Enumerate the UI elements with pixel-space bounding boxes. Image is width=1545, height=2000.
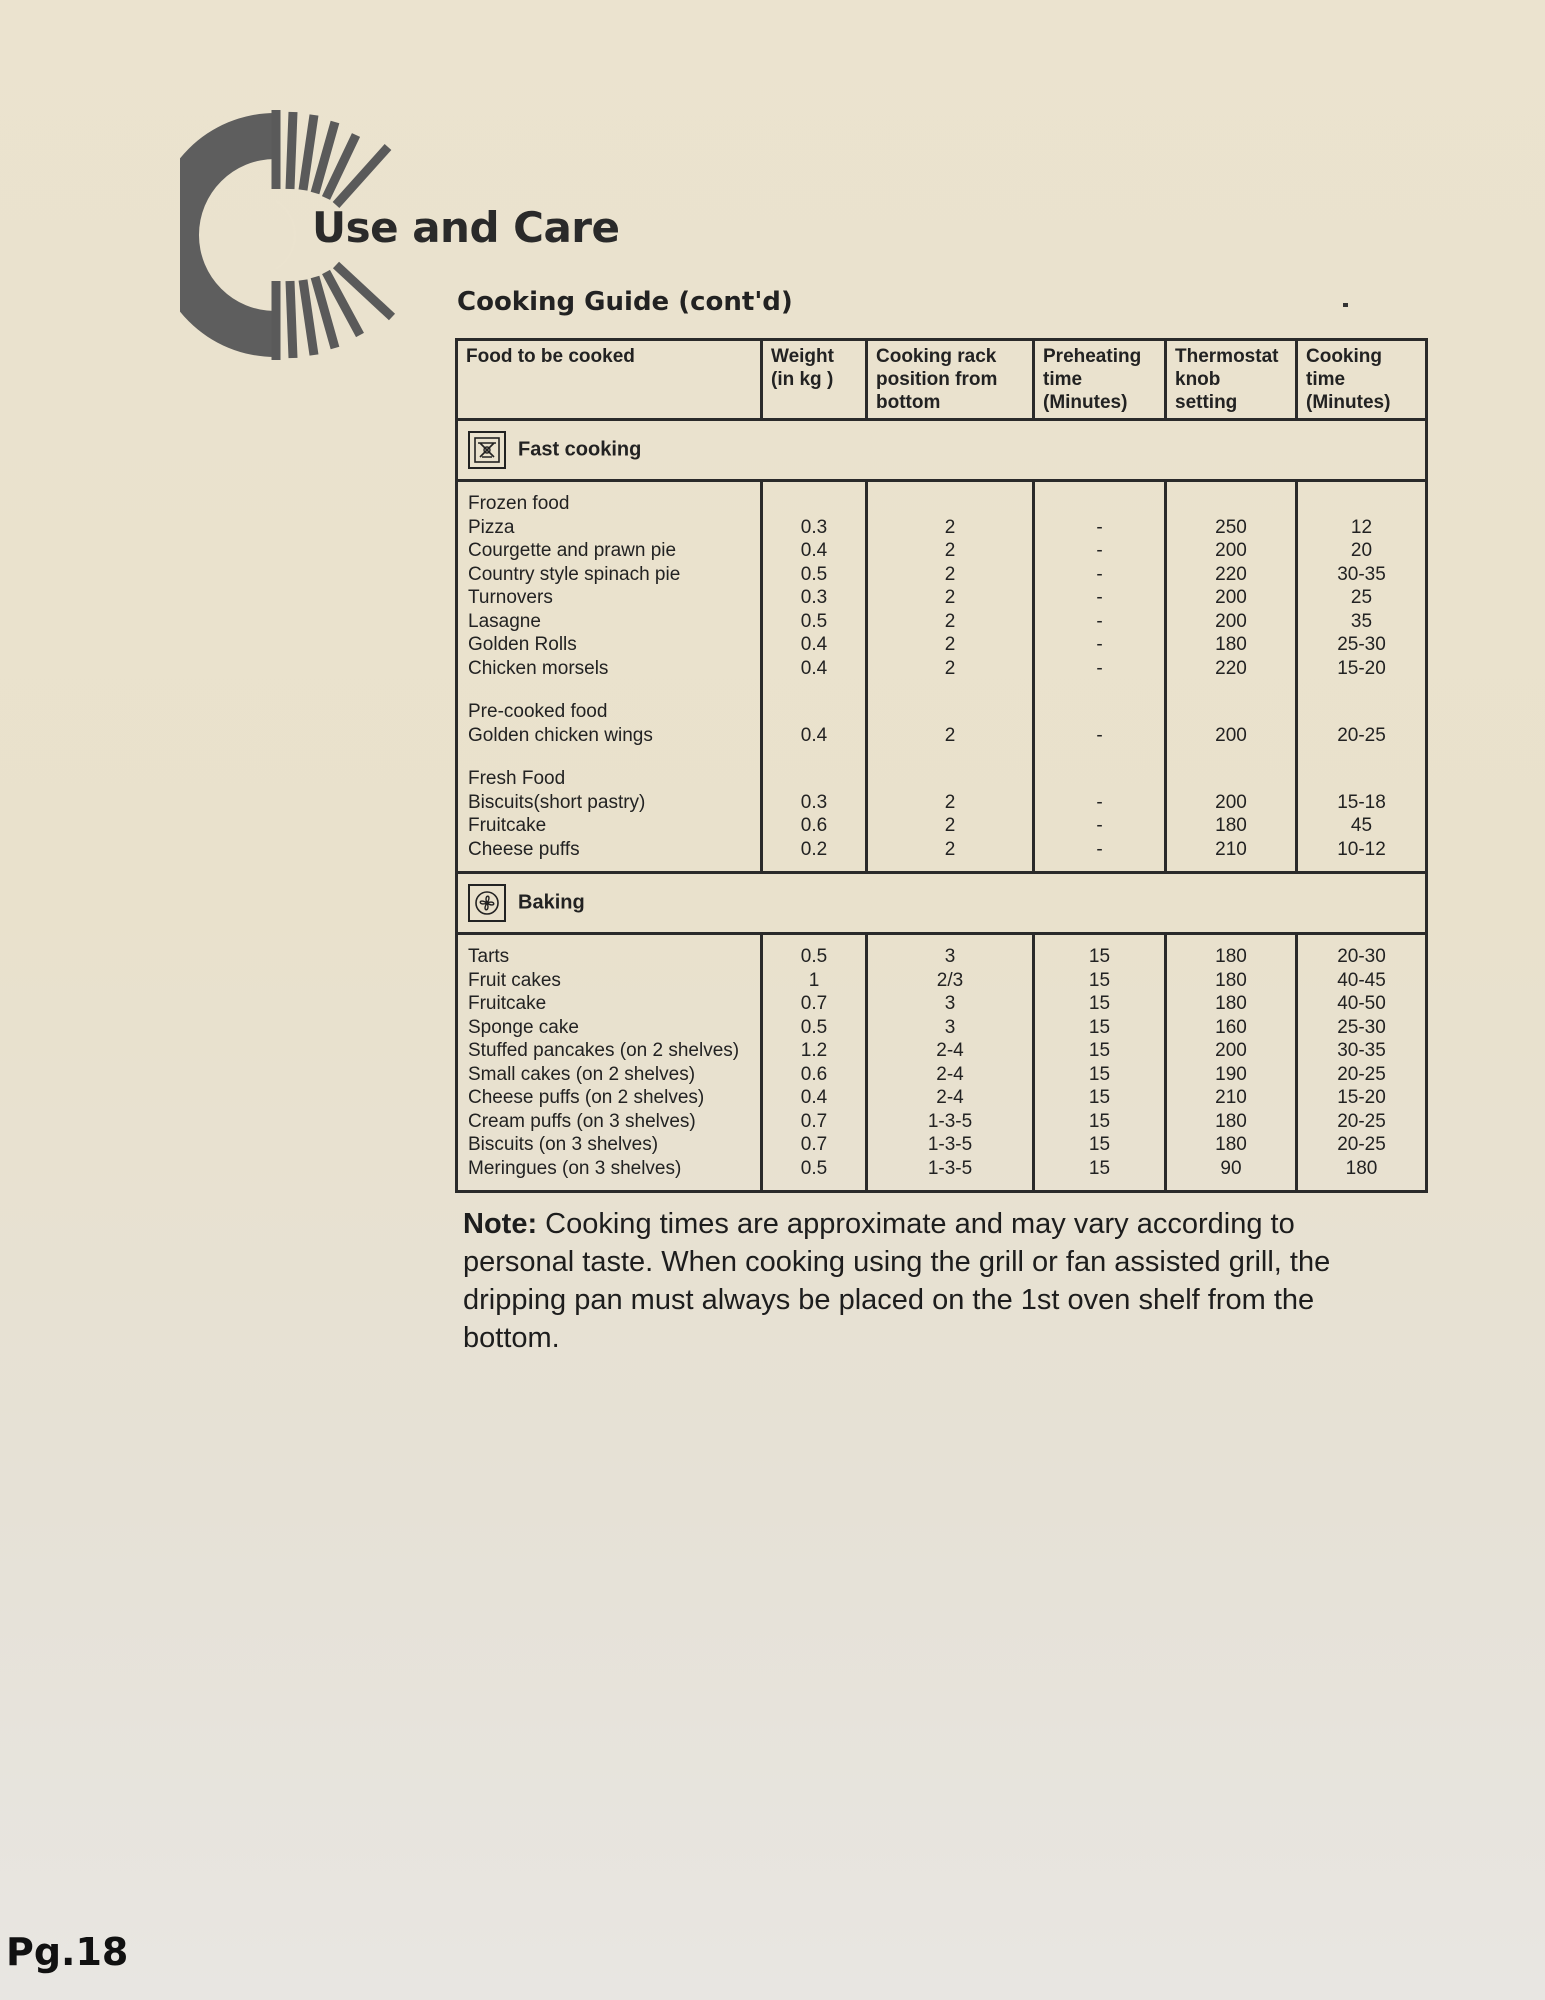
rack-position-cell: 2 [867,633,1034,657]
column-header-food: Food to be cooked [457,340,762,420]
food-name-cell: Stuffed pancakes (on 2 shelves) [457,1039,762,1063]
table-row [457,657,1427,691]
empty-cell [867,757,1034,791]
cooking-time-cell: 30-35 [1297,1039,1427,1063]
thermostat-setting-cell: 200 [1166,791,1297,815]
fan-grill-icon [468,431,506,469]
preheating-time-cell: - [1034,814,1166,838]
thermostat-setting-cell: 250 [1166,516,1297,540]
preheating-time-cell: - [1034,633,1166,657]
thermostat-setting-cell: 190 [1166,1063,1297,1087]
preheating-time-cell: 15 [1034,1133,1166,1157]
column-header-preheating: Preheating time (Minutes) [1034,340,1166,420]
cooking-time-cell: 30-35 [1297,563,1427,587]
thermostat-setting-cell: 220 [1166,657,1297,691]
section-subtitle: Cooking Guide (cont'd) [457,287,793,317]
weight-cell: 0.5 [762,610,867,634]
page-number: Pg.18 [6,1930,129,1974]
food-name-cell: Small cakes (on 2 shelves) [457,1063,762,1087]
cooking-time-cell: 15-20 [1297,1086,1427,1110]
preheating-time-cell: 15 [1034,992,1166,1016]
fan-oven-icon [468,884,506,922]
food-name-cell: Cheese puffs [457,838,762,873]
rack-position-cell: 2 [867,814,1034,838]
group-heading: Fresh Food [457,757,762,791]
empty-cell [1034,690,1166,724]
note-paragraph [463,1205,1403,1357]
cooking-time-cell: 25-30 [1297,633,1427,657]
cooking-guide-table-container [455,338,1425,1193]
weight-cell: 0.4 [762,539,867,563]
weight-cell: 0.5 [762,1016,867,1040]
weight-cell: 0.7 [762,992,867,1016]
empty-cell [762,690,867,724]
thermostat-setting-cell: 200 [1166,610,1297,634]
food-name-cell: Pizza [457,516,762,540]
table-row [457,992,1427,1016]
column-header-weight: Weight (in kg ) [762,340,867,420]
preheating-time-cell: - [1034,516,1166,540]
weight-cell: 0.4 [762,1086,867,1110]
cooking-time-cell: 25-30 [1297,1016,1427,1040]
rack-position-cell: 2 [867,539,1034,563]
rack-position-cell: 2 [867,516,1034,540]
cooking-time-cell: 180 [1297,1157,1427,1192]
cooking-time-cell: 20 [1297,539,1427,563]
table-row [457,1110,1427,1134]
weight-cell: 0.3 [762,586,867,610]
section-row [457,420,1427,481]
preheating-time-cell: 15 [1034,1016,1166,1040]
group-heading-row [457,690,1427,724]
preheating-time-cell: - [1034,539,1166,563]
weight-cell: 0.6 [762,1063,867,1087]
rack-position-cell: 3 [867,992,1034,1016]
table-row [457,969,1427,993]
preheating-time-cell: - [1034,657,1166,691]
weight-cell: 0.4 [762,724,867,758]
empty-cell [1297,757,1427,791]
weight-cell: 0.7 [762,1110,867,1134]
empty-cell [1166,481,1297,516]
empty-cell [867,690,1034,724]
preheating-time-cell: 15 [1034,969,1166,993]
table-row [457,539,1427,563]
rack-position-cell: 2 [867,724,1034,758]
preheating-time-cell: 15 [1034,1063,1166,1087]
food-name-cell: Chicken morsels [457,657,762,691]
thermostat-setting-cell: 180 [1166,1133,1297,1157]
weight-cell: 0.3 [762,791,867,815]
preheating-time-cell: 15 [1034,1110,1166,1134]
cooking-time-cell: 20-25 [1297,1063,1427,1087]
cooking-time-cell: 20-25 [1297,1110,1427,1134]
cooking-time-cell: 20-30 [1297,934,1427,969]
rack-position-cell: 2 [867,563,1034,587]
column-header-cooking-time: Cooking time (Minutes) [1297,340,1427,420]
food-name-cell: Turnovers [457,586,762,610]
weight-cell: 1 [762,969,867,993]
thermostat-setting-cell: 90 [1166,1157,1297,1192]
rack-position-cell: 2-4 [867,1039,1034,1063]
empty-cell [1297,690,1427,724]
cooking-time-cell: 20-25 [1297,724,1427,758]
rack-position-cell: 2-4 [867,1063,1034,1087]
thermostat-setting-cell: 200 [1166,586,1297,610]
group-heading: Pre-cooked food [457,690,762,724]
column-header-thermostat: Thermostat knob setting [1166,340,1297,420]
table-row [457,610,1427,634]
group-heading: Frozen food [457,481,762,516]
section-cell [457,873,1427,934]
table-row [457,934,1427,969]
rack-position-cell: 2 [867,838,1034,873]
rack-position-cell: 3 [867,1016,1034,1040]
preheating-time-cell: 15 [1034,1039,1166,1063]
rack-position-cell: 2-4 [867,1086,1034,1110]
group-heading-row [457,757,1427,791]
empty-cell [762,757,867,791]
rack-position-cell: 1-3-5 [867,1133,1034,1157]
cooking-time-cell: 15-20 [1297,657,1427,691]
rack-position-cell: 3 [867,934,1034,969]
food-name-cell: Golden chicken wings [457,724,762,758]
weight-cell: 0.5 [762,563,867,587]
table-row [457,1039,1427,1063]
thermostat-setting-cell: 210 [1166,838,1297,873]
page-title: Use and Care [312,203,620,252]
food-name-cell: Fruitcake [457,992,762,1016]
thermostat-setting-cell: 180 [1166,814,1297,838]
section-cell [457,420,1427,481]
table-row [457,516,1427,540]
table-row [457,814,1427,838]
group-heading-row [457,481,1427,516]
preheating-time-cell: 15 [1034,1086,1166,1110]
cooking-time-cell: 35 [1297,610,1427,634]
cooking-time-cell: 15-18 [1297,791,1427,815]
thermostat-setting-cell: 210 [1166,1086,1297,1110]
preheating-time-cell: - [1034,563,1166,587]
table-body [457,420,1427,1192]
weight-cell: 0.5 [762,1157,867,1192]
food-name-cell: Sponge cake [457,1016,762,1040]
thermostat-setting-cell: 180 [1166,969,1297,993]
weight-cell: 0.3 [762,516,867,540]
cooking-time-cell: 40-50 [1297,992,1427,1016]
preheating-time-cell: - [1034,610,1166,634]
table-row [457,586,1427,610]
weight-cell: 0.4 [762,657,867,691]
food-name-cell: Courgette and prawn pie [457,539,762,563]
food-name-cell: Lasagne [457,610,762,634]
food-name-cell: Biscuits(short pastry) [457,791,762,815]
note-label: Note: [463,1208,538,1240]
empty-cell [1166,757,1297,791]
preheating-time-cell: 15 [1034,1157,1166,1192]
food-name-cell: Tarts [457,934,762,969]
cooking-time-cell: 20-25 [1297,1133,1427,1157]
empty-cell [867,481,1034,516]
cooking-time-cell: 10-12 [1297,838,1427,873]
food-name-cell: Biscuits (on 3 shelves) [457,1133,762,1157]
empty-cell [1034,481,1166,516]
empty-cell [1034,757,1166,791]
cooking-time-cell: 40-45 [1297,969,1427,993]
column-header-rack-position: Cooking rack position from bottom [867,340,1034,420]
rack-position-cell: 1-3-5 [867,1157,1034,1192]
cooking-time-cell: 45 [1297,814,1427,838]
table-row [457,1133,1427,1157]
weight-cell: 0.6 [762,814,867,838]
rack-position-cell: 2 [867,657,1034,691]
weight-cell: 0.2 [762,838,867,873]
thermostat-setting-cell: 180 [1166,1110,1297,1134]
empty-cell [762,481,867,516]
table-row [457,838,1427,873]
preheating-time-cell: - [1034,724,1166,758]
table-row [457,1086,1427,1110]
note-text: Cooking times are approximate and may vary according to personal taste. When cooking using the grill or fan assisted grill, the dripping pan must always be placed on the 1st oven shelf from the bottom. [463,1208,1331,1354]
table-row [457,563,1427,587]
rack-position-cell: 2 [867,610,1034,634]
weight-cell: 0.5 [762,934,867,969]
thermostat-setting-cell: 180 [1166,633,1297,657]
table-row [457,1016,1427,1040]
empty-cell [1166,690,1297,724]
table-row [457,791,1427,815]
table-row [457,633,1427,657]
cooking-time-cell: 25 [1297,586,1427,610]
section-title: Fast cooking [518,438,642,461]
cooking-guide-table [455,338,1428,1193]
empty-cell [1297,481,1427,516]
section-row [457,873,1427,934]
thermostat-setting-cell: 160 [1166,1016,1297,1040]
preheating-time-cell: - [1034,586,1166,610]
table-row [457,1063,1427,1087]
table-header-row [457,340,1427,420]
cooking-time-cell: 12 [1297,516,1427,540]
weight-cell: 0.7 [762,1133,867,1157]
section-title: Baking [518,891,585,914]
table-row [457,1157,1427,1192]
thermostat-setting-cell: 220 [1166,563,1297,587]
table-row [457,724,1427,758]
rack-position-cell: 2 [867,586,1034,610]
food-name-cell: Cheese puffs (on 2 shelves) [457,1086,762,1110]
stray-mark [1343,303,1348,307]
preheating-time-cell: - [1034,791,1166,815]
thermostat-setting-cell: 200 [1166,539,1297,563]
food-name-cell: Meringues (on 3 shelves) [457,1157,762,1192]
weight-cell: 1.2 [762,1039,867,1063]
preheating-time-cell: 15 [1034,934,1166,969]
food-name-cell: Cream puffs (on 3 shelves) [457,1110,762,1134]
rack-position-cell: 1-3-5 [867,1110,1034,1134]
thermostat-setting-cell: 200 [1166,1039,1297,1063]
food-name-cell: Country style spinach pie [457,563,762,587]
food-name-cell: Fruit cakes [457,969,762,993]
thermostat-setting-cell: 180 [1166,934,1297,969]
thermostat-setting-cell: 200 [1166,724,1297,758]
preheating-time-cell: - [1034,838,1166,873]
weight-cell: 0.4 [762,633,867,657]
food-name-cell: Fruitcake [457,814,762,838]
thermostat-setting-cell: 180 [1166,992,1297,1016]
food-name-cell: Golden Rolls [457,633,762,657]
rack-position-cell: 2 [867,791,1034,815]
rack-position-cell: 2/3 [867,969,1034,993]
